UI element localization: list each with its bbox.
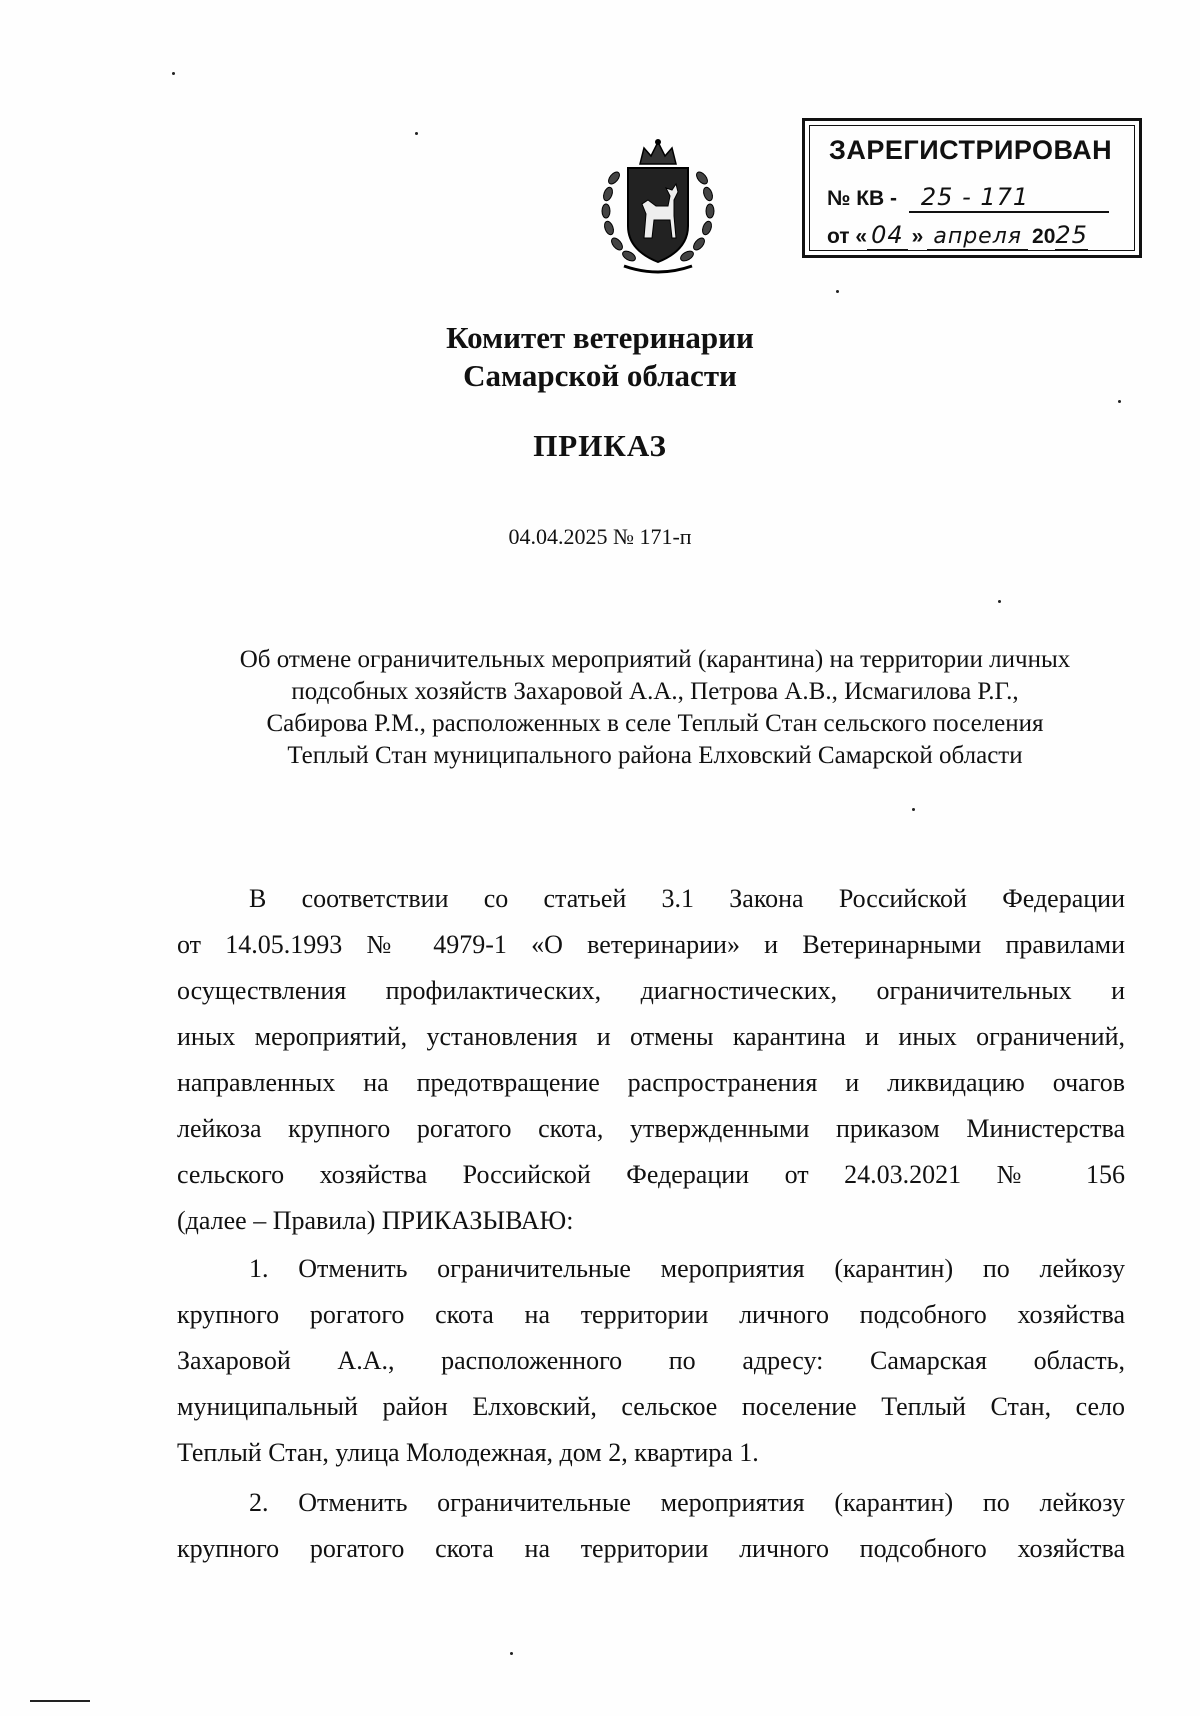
subject-line: Теплый Стан муниципального района Елховский Самарской области [287,742,1023,769]
body-line: 1. Отменить ограничительные мероприятия (карантин) по лейкозу [249,1254,1125,1283]
body-line: (далее – Правила) ПРИКАЗЫВАЮ: [177,1206,574,1235]
stamp-number-prefix: № КВ - [827,187,898,210]
scan-edge-mark [30,1700,90,1702]
body-line: иных мероприятий, установления и отмены карантина и иных ограничений, [177,1022,1125,1051]
coat-of-arms-emblem [584,134,732,282]
body-line: лейкоза крупного рогатого скота, утвержденными приказом Министерства [177,1114,1125,1143]
stamp-number-field [909,183,1109,213]
scan-speck [836,290,839,293]
body-line: Теплый Стан, улица Молодежная, дом 2, квартира 1. [177,1438,759,1467]
organization-name-line1: Комитет ветеринарии [446,320,754,355]
order-title: ПРИКАЗ [533,428,667,463]
body-line: сельского хозяйства Российской Федерации от 24.03.2021 № 156 [177,1160,1125,1189]
body-line: осуществления профилактических, диагностических, ограничительных и [177,976,1125,1005]
scan-speck [998,600,1001,603]
stamp-date-year-prefix: 20 [1032,225,1056,248]
stamp-number-row [827,183,1109,213]
order-subject [180,644,1130,772]
body-line: В соответствии со статьей 3.1 Закона Российской Федерации [249,884,1125,913]
body-line: направленных на предотвращение распространения и ликвидацию очагов [177,1068,1125,1097]
subject-line: Сабирова Р.М., расположенных в селе Теплый Стан сельского поселения [266,710,1044,737]
subject-line: подсобных хозяйств Захаровой А.А., Петрова А.В., Исмагилова Р.Г., [291,678,1019,705]
body-line: крупного рогатого скота на территории личного подсобного хозяйства [177,1300,1125,1329]
registration-stamp [802,118,1142,258]
body-line: крупного рогатого скота на территории личного подсобного хозяйства [177,1534,1125,1563]
stamp-title: ЗАРЕГИСТРИРОВАН [829,135,1113,165]
stamp-date-prefix: от « [827,225,868,248]
body-line: от 14.05.1993 № 4979-1 «О ветеринарии» и Ветеринарными правилами [177,930,1125,959]
stamp-date-mid: » [911,225,924,248]
scan-speck [1118,400,1121,403]
stamp-date-year-suffix: 25 [1055,221,1088,249]
body-line: Захаровой А.А., расположенного по адресу: Самарская область, [177,1346,1125,1375]
stamp-date-day: 04 [867,221,908,251]
scan-speck [415,132,418,135]
subject-line: Об отмене ограничительных мероприятий (карантина) на территории личных [239,646,1071,673]
stamp-date-row [827,221,1088,251]
order-date-number: 04.04.2025 № 171-п [508,524,692,549]
stamp-date-month: апреля [927,224,1028,251]
body-line: муниципальный район Елховский, сельское поселение Теплый Стан, село [177,1392,1125,1421]
scan-speck [912,808,915,811]
stamp-number-handwritten: 25 - 171 [920,183,1030,211]
scan-speck [172,72,175,75]
body-line: 2. Отменить ограничительные мероприятия (карантин) по лейкозу [249,1488,1125,1517]
organization-name-line2: Самарской области [463,358,737,393]
scan-speck [510,1652,513,1655]
